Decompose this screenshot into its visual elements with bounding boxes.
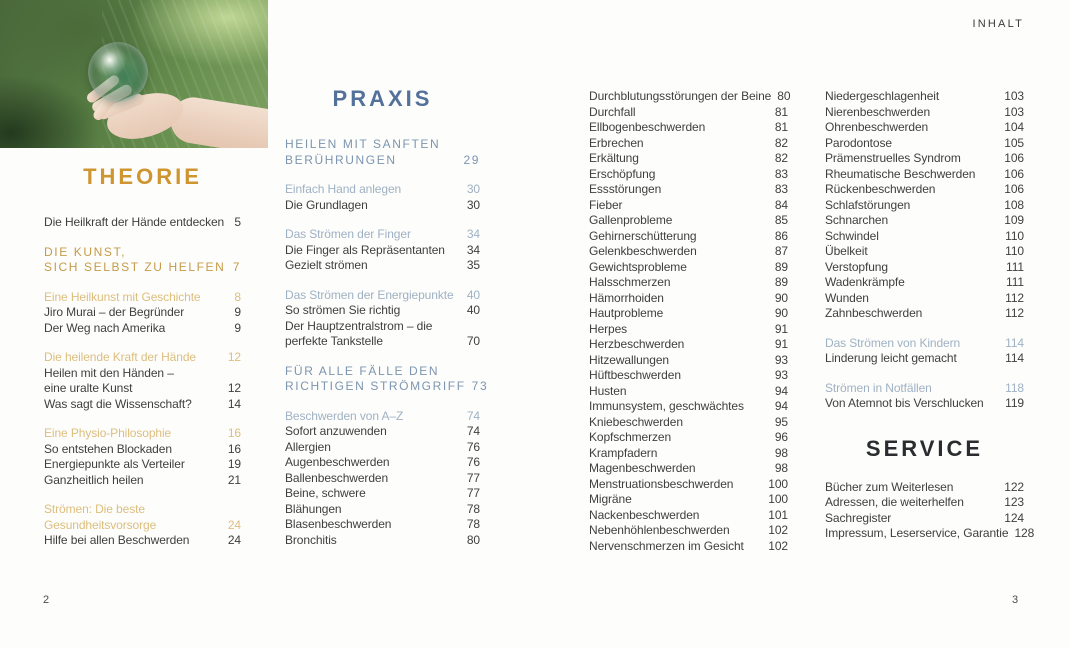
toc-entry <box>589 136 788 152</box>
toc-entry-title: Gewichtsprobleme <box>589 259 687 274</box>
toc-entry-title: Jiro Murai – der Begründer <box>44 305 185 319</box>
toc-entry-page-number: 98 <box>774 461 788 475</box>
toc-entry-title: SICH SELBST ZU HELFEN <box>44 260 226 274</box>
toc-entry-page-number: 114 <box>1005 335 1024 350</box>
toc-list-service <box>825 479 1035 542</box>
toc-entry-title: Rheumatische Beschwerden <box>825 166 976 181</box>
toc-entry-page-number: 40 <box>466 303 480 317</box>
toc-entry <box>44 473 241 489</box>
toc-entry-page-number: 74 <box>466 424 480 438</box>
toc-entry <box>44 321 241 337</box>
toc-entry <box>285 137 480 153</box>
toc-entry-page-number: 77 <box>466 486 480 500</box>
toc-entry <box>285 303 480 319</box>
toc-entry-title: Durchfall <box>589 104 636 119</box>
toc-entry-title: Schwindel <box>825 228 879 243</box>
toc-entry-page-number: 35 <box>466 258 480 272</box>
toc-entry-title: Die Finger als Repräsentanten <box>285 242 445 257</box>
toc-entry-title: Strömen: Die beste <box>44 502 145 516</box>
toc-entry <box>285 517 480 533</box>
toc-entry-page-number: 21 <box>227 472 241 487</box>
toc-entry <box>589 446 788 462</box>
toc-entry-page-number: 74 <box>466 408 480 423</box>
toc-entry-title: Halsschmerzen <box>589 275 671 289</box>
toc-entry <box>589 337 788 353</box>
toc-entry-title: Wadenkrämpfe <box>825 275 905 289</box>
toc-entry-page-number: 122 <box>1004 479 1024 494</box>
toc-entry-title: Bücher zum Weiterlesen <box>825 479 954 494</box>
toc-entry <box>589 368 788 384</box>
toc-entry-page-number: 111 <box>1006 275 1024 289</box>
toc-entry <box>285 379 489 395</box>
toc-entry-page-number: 110 <box>1005 228 1024 243</box>
toc-entry-title: Herzbeschwerden <box>589 337 685 351</box>
toc-entry <box>589 182 788 198</box>
toc-entry-page-number: 103 <box>1004 89 1024 103</box>
toc-entry <box>285 288 480 304</box>
toc-entry-page-number: 110 <box>1005 244 1024 258</box>
toc-entry-title: Strömen in Notfällen <box>825 380 932 395</box>
toc-entry <box>285 486 480 502</box>
toc-entry-page-number: 102 <box>768 538 788 553</box>
toc-entry-page-number: 34 <box>466 242 480 257</box>
toc-entry-title: Hitzewallungen <box>589 352 669 367</box>
toc-entry-title: Einfach Hand anlegen <box>285 182 402 196</box>
toc-entry-title: Nierenbeschwerden <box>825 104 931 119</box>
toc-entry <box>44 305 241 321</box>
toc-entry-page-number: 83 <box>774 182 788 196</box>
toc-entry <box>589 430 788 446</box>
toc-entry <box>589 291 788 307</box>
toc-entry-title: Nebenhöhlenbeschwerden <box>589 523 730 537</box>
toc-entry <box>44 350 241 366</box>
toc-entry-page-number: 5 <box>234 215 241 229</box>
toc-entry <box>825 306 1024 322</box>
toc-entry-page-number: 30 <box>466 197 480 212</box>
toc-entry-title: So entstehen Blockaden <box>44 441 172 456</box>
toc-entry-title: Menstruationsbeschwerden <box>589 476 734 491</box>
toc-entry <box>285 455 480 471</box>
toc-entry-page-number: 111 <box>1006 259 1024 274</box>
toc-entry-title: Zahnbeschwerden <box>825 306 923 320</box>
toc-entry <box>285 258 480 274</box>
toc-entry-page-number: 114 <box>1005 351 1024 365</box>
toc-entry-page-number: 14 <box>227 396 241 411</box>
toc-entry-title: RICHTIGEN STRÖMGRIFF <box>285 379 466 393</box>
page-number-left: 2 <box>43 594 50 606</box>
toc-entry-title: eine uralte Kunst <box>44 381 133 395</box>
toc-entry-title: Beschwerden von A–Z <box>285 408 404 423</box>
toc-entry-page-number: 77 <box>466 470 480 485</box>
toc-entry <box>44 260 241 276</box>
toc-list-theorie <box>44 215 241 549</box>
toc-entry <box>44 215 241 231</box>
toc-entry-title: Parodontose <box>825 135 892 150</box>
toc-entry <box>825 526 1035 542</box>
toc-entry-page-number: 112 <box>1005 290 1024 305</box>
toc-entry <box>285 471 480 487</box>
toc-entry <box>589 198 788 214</box>
toc-entry-title: Essstörungen <box>589 182 662 196</box>
toc-entry <box>285 319 480 335</box>
toc-entry <box>589 120 788 136</box>
toc-entry <box>825 244 1024 260</box>
toc-entry <box>825 351 1024 367</box>
toc-entry-title: Der Hauptzentralstrom – die <box>285 318 433 333</box>
toc-entry-title: Beine, schwere <box>285 486 366 500</box>
toc-entry-title: BERÜHRUNGEN <box>285 152 397 167</box>
toc-entry <box>825 213 1024 229</box>
toc-entry <box>589 213 788 229</box>
toc-entry-title: Durchblutungsstörungen der Beine <box>589 89 772 103</box>
toc-entry-title: Ganzheitlich heilen <box>44 472 144 487</box>
toc-entry-title: Ohrenbeschwerden <box>825 120 929 134</box>
toc-entry-title: Erkältung <box>589 151 639 165</box>
toc-entry-title: Sachregister <box>825 510 892 525</box>
toc-entry <box>285 364 480 380</box>
toc-entry-page-number: 8 <box>234 289 241 304</box>
toc-entry-page-number: 83 <box>774 166 788 181</box>
toc-entry-page-number: 9 <box>234 320 241 335</box>
toc-entry-page-number: 73 <box>471 379 489 393</box>
toc-entry-title: Krampfadern <box>589 445 658 460</box>
toc-entry-title: Schnarchen <box>825 213 889 227</box>
toc-entry-title: Kopfschmerzen <box>589 430 672 444</box>
toc-entry <box>285 182 480 198</box>
toc-entry-page-number: 106 <box>1004 151 1024 165</box>
section-title-service: SERVICE <box>865 435 984 461</box>
toc-entry <box>825 336 1024 352</box>
toc-entry-title: Niedergeschlagenheit <box>825 89 940 103</box>
toc-entry-title: FÜR ALLE FÄLLE DEN <box>285 363 440 378</box>
toc-entry-title: Impressum, Leserservice, Garantie <box>825 526 1009 540</box>
toc-entry-page-number: 98 <box>774 445 788 460</box>
toc-entry-title: Wunden <box>825 290 869 305</box>
toc-entry-page-number: 12 <box>227 350 241 364</box>
toc-entry <box>825 136 1024 152</box>
toc-entry <box>825 396 1024 412</box>
toc-entry-title: Schlafstörungen <box>825 197 911 212</box>
toc-entry-title: Herpes <box>589 321 628 336</box>
toc-entry <box>285 533 480 549</box>
toc-entry-page-number: 70 <box>466 334 480 348</box>
toc-entry <box>285 440 480 456</box>
toc-entry-page-number: 76 <box>466 455 480 469</box>
toc-entry-title: DIE KUNST, <box>44 244 127 259</box>
toc-entry <box>285 409 480 425</box>
toc-entry-page-number: 95 <box>774 414 788 429</box>
toc-entry-page-number: 93 <box>774 352 788 367</box>
toc-entry-page-number: 40 <box>466 287 480 302</box>
toc-entry <box>285 243 480 259</box>
toc-entry-title: HEILEN MIT SANFTEN <box>285 137 441 151</box>
toc-entry-title: Gelenkbeschwerden <box>589 244 697 258</box>
toc-entry-page-number: 112 <box>1005 306 1024 320</box>
toc-entry <box>589 167 788 183</box>
toc-entry <box>285 198 480 214</box>
toc-entry <box>825 260 1024 276</box>
toc-entry-page-number: 119 <box>1005 396 1024 410</box>
toc-column-beschwerden-2 <box>825 89 1035 542</box>
toc-entry-title: Erbrechen <box>589 135 644 150</box>
toc-entry-title: Gallenprobleme <box>589 213 673 227</box>
toc-entry-page-number: 19 <box>227 457 241 471</box>
toc-entry-title: Die Heilkraft der Hände entdecken <box>44 215 225 229</box>
toc-entry <box>44 442 241 458</box>
toc-entry <box>589 275 788 291</box>
toc-entry <box>44 366 241 382</box>
toc-entry <box>589 539 788 555</box>
toc-entry-page-number: 102 <box>768 523 788 537</box>
toc-entry-title: Blasenbeschwerden <box>285 517 392 531</box>
toc-entry-title: Ellbogenbeschwerden <box>589 120 706 134</box>
toc-entry <box>825 120 1024 136</box>
toc-entry-title: Das Strömen von Kindern <box>825 335 961 350</box>
toc-entry-page-number: 128 <box>1014 526 1035 540</box>
hand-bubble-photo <box>0 0 268 148</box>
toc-entry-page-number: 82 <box>774 135 788 150</box>
toc-column-praxis <box>285 85 489 548</box>
toc-entry <box>825 151 1024 167</box>
toc-entry-title: Magenbeschwerden <box>589 461 696 475</box>
toc-entry-page-number: 105 <box>1004 135 1024 150</box>
toc-entry-title: Gezielt strömen <box>285 258 368 272</box>
toc-entry-page-number: 81 <box>774 104 788 119</box>
toc-entry <box>825 89 1024 105</box>
toc-entry-title: Blähungen <box>285 501 342 516</box>
toc-entry <box>825 275 1024 291</box>
toc-entry-page-number: 76 <box>466 439 480 454</box>
toc-entry-page-number: 103 <box>1004 104 1024 119</box>
toc-entry <box>825 105 1024 121</box>
toc-entry-title: Energiepunkte als Verteiler <box>44 457 185 471</box>
toc-entry-page-number: 9 <box>234 305 241 319</box>
toc-entry-page-number: 118 <box>1005 380 1024 395</box>
toc-entry <box>589 306 788 322</box>
toc-entry <box>825 495 1024 511</box>
toc-entry-title: Husten <box>589 383 627 398</box>
toc-entry-title: Gesundheitsvorsorge <box>44 517 157 532</box>
toc-entry-page-number: 30 <box>466 182 480 196</box>
toc-entry-title: Heilen mit den Händen – <box>44 365 174 380</box>
toc-entry-page-number: 85 <box>774 213 788 227</box>
toc-entry-page-number: 109 <box>1004 213 1024 227</box>
toc-entry-page-number: 90 <box>774 290 788 305</box>
toc-list-beschwerden-2 <box>825 89 1024 412</box>
toc-entry-page-number: 104 <box>1004 120 1024 134</box>
toc-entry <box>285 227 480 243</box>
toc-entry <box>589 461 788 477</box>
toc-entry-page-number: 90 <box>774 306 788 320</box>
toc-entry-title: Bronchitis <box>285 532 337 547</box>
toc-entry-title: Eine Heilkunst mit Geschichte <box>44 289 201 304</box>
toc-entry <box>44 397 241 413</box>
toc-entry-title: Die Grundlagen <box>285 197 368 212</box>
toc-entry <box>285 334 480 350</box>
toc-entry <box>589 105 788 121</box>
toc-entry-title: Übelkeit <box>825 244 868 258</box>
toc-entry-page-number: 7 <box>232 260 241 274</box>
toc-entry-page-number: 89 <box>774 275 788 289</box>
toc-entry <box>285 502 480 518</box>
toc-entry-title: Von Atemnot bis Verschlucken <box>825 396 984 410</box>
toc-entry <box>589 399 788 415</box>
toc-entry <box>589 353 788 369</box>
toc-entry-page-number: 12 <box>227 381 241 395</box>
toc-entry-title: Das Strömen der Finger <box>285 227 411 241</box>
toc-entry-title: Nackenbeschwerden <box>589 507 700 522</box>
toc-entry <box>285 153 480 169</box>
toc-entry-page-number: 101 <box>768 507 788 522</box>
toc-entry <box>589 508 788 524</box>
toc-entry-title: Erschöpfung <box>589 166 656 181</box>
toc-entry-title: Ballenbeschwerden <box>285 470 389 485</box>
toc-entry-title: Augenbeschwerden <box>285 455 390 469</box>
toc-entry <box>589 151 788 167</box>
toc-entry-title: Hilfe bei allen Beschwerden <box>44 533 190 547</box>
toc-entry-page-number: 124 <box>1004 510 1024 525</box>
toc-entry-title: Adressen, die weiterhelfen <box>825 495 964 509</box>
toc-list-praxis <box>285 137 489 548</box>
toc-entry <box>589 415 788 431</box>
toc-entry <box>825 480 1024 496</box>
toc-entry-page-number: 91 <box>774 321 788 336</box>
toc-entry-page-number: 82 <box>774 151 788 165</box>
toc-entry <box>825 229 1024 245</box>
toc-entry <box>44 426 241 442</box>
toc-entry <box>825 381 1024 397</box>
toc-column-beschwerden-1 <box>589 89 791 554</box>
toc-entry-title: So strömen Sie richtig <box>285 303 401 317</box>
toc-entry <box>825 182 1024 198</box>
toc-entry-page-number: 24 <box>227 517 241 532</box>
toc-entry-page-number: 94 <box>774 383 788 398</box>
toc-entry-page-number: 106 <box>1004 166 1024 181</box>
toc-entry-page-number: 80 <box>777 89 791 103</box>
toc-entry <box>44 533 241 549</box>
toc-entry-title: Prämenstruelles Syndrom <box>825 151 961 165</box>
toc-entry <box>825 511 1024 527</box>
toc-entry-page-number: 29 <box>463 152 480 167</box>
toc-entry <box>589 492 788 508</box>
toc-entry-title: perfekte Tankstelle <box>285 334 383 348</box>
toc-entry-page-number: 78 <box>466 517 480 531</box>
toc-entry-page-number: 16 <box>227 426 241 440</box>
toc-entry-title: Allergien <box>285 439 331 454</box>
soap-bubble <box>88 42 148 102</box>
page-number-right: 3 <box>1012 594 1019 606</box>
toc-entry-title: Rückenbeschwerden <box>825 182 936 196</box>
toc-entry-title: Migräne <box>589 492 632 506</box>
toc-entry-page-number: 86 <box>774 228 788 243</box>
toc-entry <box>589 260 788 276</box>
toc-entry <box>44 381 241 397</box>
toc-entry-title: Nervenschmerzen im Gesicht <box>589 538 744 553</box>
toc-entry-page-number: 24 <box>227 533 241 547</box>
toc-entry-title: Sofort anzuwenden <box>285 424 387 438</box>
toc-entry <box>589 229 788 245</box>
toc-entry <box>44 290 241 306</box>
toc-entry-page-number: 87 <box>774 244 788 258</box>
toc-column-theorie <box>44 163 241 549</box>
toc-entry-title: Der Weg nach Amerika <box>44 320 166 335</box>
toc-entry-title: Hämorrhoiden <box>589 290 664 305</box>
toc-entry-title: Fieber <box>589 197 623 212</box>
toc-entry-page-number: 108 <box>1004 197 1024 212</box>
toc-entry-page-number: 16 <box>227 441 241 456</box>
toc-entry <box>589 477 788 493</box>
section-title-theorie: THEORIE <box>83 164 202 189</box>
toc-entry-title: Kniebeschwerden <box>589 414 683 429</box>
toc-entry-title: Linderung leicht gemacht <box>825 351 957 365</box>
toc-entry-title: Hautprobleme <box>589 306 664 320</box>
toc-entry-page-number: 80 <box>466 532 480 547</box>
toc-entry-page-number: 93 <box>774 368 788 382</box>
toc-entry <box>589 384 788 400</box>
toc-entry <box>589 523 788 539</box>
toc-entry <box>589 244 788 260</box>
toc-entry-page-number: 89 <box>774 259 788 274</box>
toc-entry <box>44 502 241 518</box>
running-head-inhalt: INHALT <box>972 18 1024 30</box>
toc-entry <box>44 245 241 261</box>
toc-entry <box>589 322 788 338</box>
toc-entry-page-number: 96 <box>774 430 788 444</box>
toc-entry <box>589 89 791 105</box>
toc-entry-page-number: 81 <box>774 120 788 134</box>
section-title-praxis: PRAXIS <box>332 86 433 111</box>
toc-entry-title: Das Strömen der Energiepunkte <box>285 287 454 302</box>
toc-entry-title: Die heilende Kraft der Hände <box>44 350 196 364</box>
toc-entry-page-number: 106 <box>1004 182 1024 196</box>
toc-entry-title: Verstopfung <box>825 259 888 274</box>
toc-entry-page-number: 100 <box>768 492 788 506</box>
toc-entry-title: Hüftbeschwerden <box>589 368 681 382</box>
toc-entry <box>825 167 1024 183</box>
toc-entry <box>285 424 480 440</box>
toc-entry-title: Eine Physio-Philosophie <box>44 426 172 440</box>
toc-entry <box>44 518 241 534</box>
toc-entry-title: Was sagt die Wissenschaft? <box>44 396 192 411</box>
toc-entry-page-number: 34 <box>466 227 480 241</box>
toc-entry-page-number: 123 <box>1004 495 1024 509</box>
toc-entry-title: Immunsystem, geschwächtes <box>589 399 744 413</box>
toc-entry-page-number: 100 <box>768 476 788 491</box>
toc-entry <box>825 291 1024 307</box>
toc-list-beschwerden-1 <box>589 89 791 554</box>
toc-entry-page-number: 91 <box>774 337 788 351</box>
toc-entry <box>44 457 241 473</box>
toc-entry <box>825 198 1024 214</box>
toc-entry-page-number: 94 <box>774 399 788 413</box>
toc-entry-title: Gehirnerschütterung <box>589 228 697 243</box>
toc-entry-page-number: 84 <box>774 197 788 212</box>
toc-entry-page-number: 78 <box>466 501 480 516</box>
